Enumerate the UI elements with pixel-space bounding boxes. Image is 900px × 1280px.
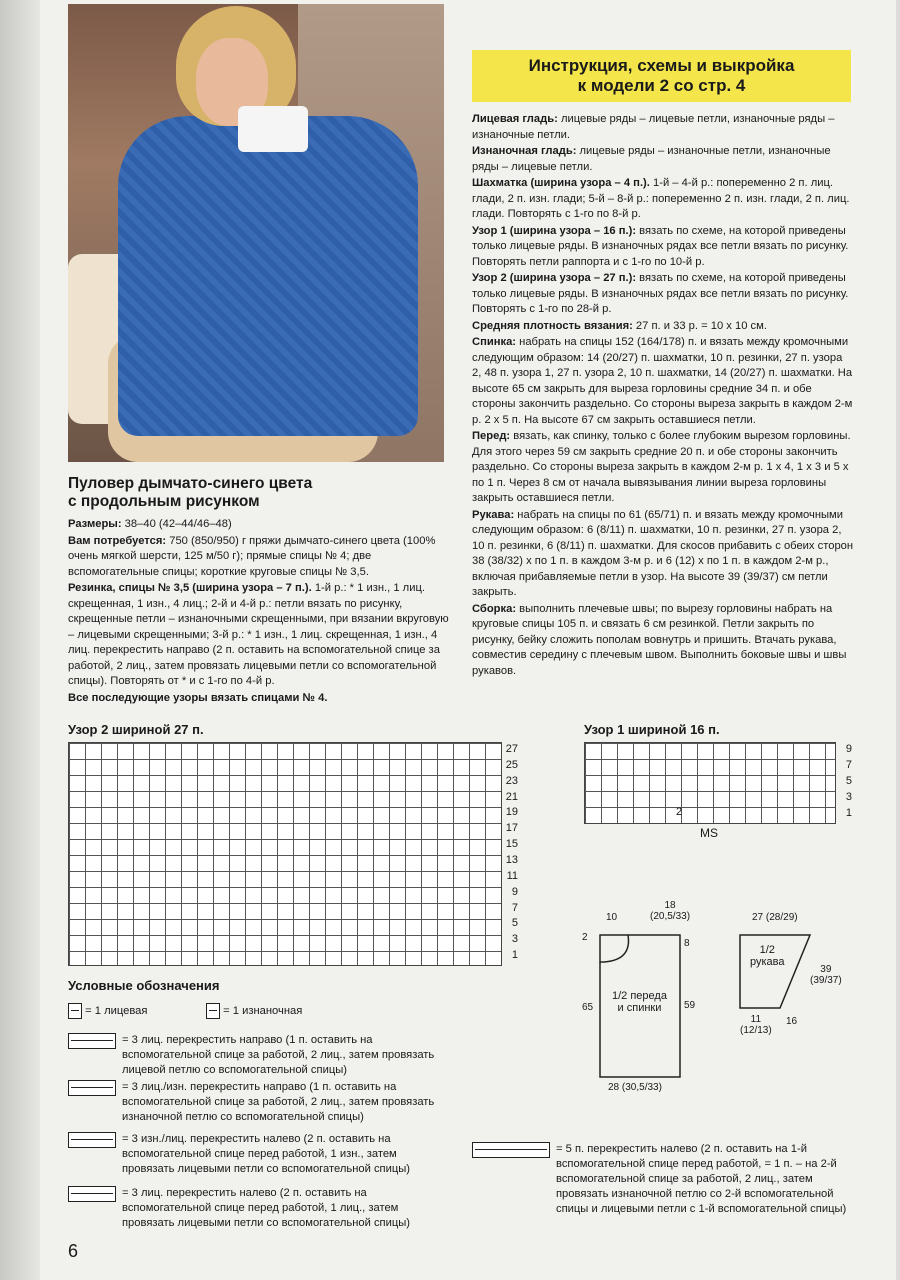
instr-term: Узор 1 (ширина узора – 16 п.): <box>472 224 637 237</box>
row-number: 5 <box>511 917 518 930</box>
cable-symbol <box>68 1080 116 1096</box>
schem-h-right: 59 <box>684 1000 696 1011</box>
row-number: 17 <box>505 822 518 835</box>
sleeve-bottom2: 16 <box>786 1016 798 1027</box>
instr-paragraph <box>472 144 854 175</box>
instr-term: Изнаночная гладь: <box>472 145 577 157</box>
schem-neck: 10 <box>606 912 618 923</box>
instructions-title: Инструкция, схемы и выкройка к модели 2 со стр. 4 <box>528 56 795 95</box>
sleeve-label: 1/2 рукава <box>750 944 785 968</box>
materials-paragraph <box>68 691 452 707</box>
row-number: 23 <box>505 774 518 787</box>
legend-item-text: = 3 лиц. перекрестить направо (1 п. оставить на вспомогательной спице за работой, 2 лиц., затем провязать лицевой петлю со вспомогательной спицы) <box>122 1034 435 1076</box>
legend-item <box>68 1132 452 1177</box>
sleeve-top: 27 (28/29) <box>752 912 798 923</box>
instr-paragraph <box>472 508 854 601</box>
row-number: 27 <box>505 742 518 755</box>
legend-item <box>68 1080 452 1125</box>
schem-top2: (20,5/33) <box>650 911 691 922</box>
instr-definition: набрать на спицы по 61 (65/71) п. и вязать между кромочными следующим образом: 6 (8/11) п. шахматки, 10 п. резинки, 27 п. узора 2, 10 п. резинки, 6 (8/11) п. шахматки. Для скосов прибавить с обеих сторон 38 (38/32) х по 1 п. в каждом 3-м р. и 6 (12) х по 1 п. в каждом 2-м р., включая прибавляемые петли в узор. На высоте 39 (39/37) см петли закрыть. <box>472 508 854 598</box>
model-photo <box>68 4 444 462</box>
materials-term: Резинка, спицы № 3,5 (ширина узора – 7 п.). <box>68 582 312 594</box>
schem-top-width <box>650 900 690 922</box>
legend-item-text: = 3 лиц./изн. перекрестить направо (1 п. оставить на вспомогательной спице за работой, 2 лиц., затем провязать изнаночной петлю со вспомогательной спицы) <box>122 1081 435 1123</box>
materials-paragraph <box>68 534 452 581</box>
schem-top1: 18 <box>664 900 676 911</box>
instr-paragraph <box>472 319 854 335</box>
instr-definition: выполнить плечевые швы; по вырезу горловины набрать на круговые спицы 105 п. и связать 6 см резинкой. Петли закрыть по рисунку, бейку сложить пополам вовнутрь и пришить. Втачать рукава, совместив середину с плечевым швом. Выполнить боковые швы и швы рукавов. <box>472 602 847 677</box>
materials-term: Размеры: <box>68 518 122 530</box>
materials-paragraph <box>68 581 452 690</box>
row-number: 3 <box>845 791 852 803</box>
instr-term: Спинка: <box>472 336 517 348</box>
page-number: 6 <box>68 1241 79 1261</box>
cable-symbol <box>68 1033 116 1049</box>
instr-paragraph <box>472 429 854 507</box>
instr-term: Узор 2 (ширина узора – 27 п.): <box>472 272 637 284</box>
chart1-rep-label: 2 <box>676 806 683 818</box>
schem-neck-depth: 2 <box>582 932 588 943</box>
materials-term: Все последующие узоры вязать спицами № 4. <box>68 691 328 704</box>
instr-definition: 1-й – 4-й р.: попеременно 2 п. лиц. глади, 2 п. изн. глади; 5-й – 8-й р.: попеременно 2 п. изн. глади, 2 п. лиц. глади. Повторять с 1-го по 8-й р. <box>472 177 850 220</box>
materials-definition: 38–40 (42–44/46–48) <box>121 518 232 530</box>
legend-purl-text: = 1 изнаночная <box>223 1004 303 1017</box>
purl-symbol <box>206 1003 220 1019</box>
schem-h-left: 65 <box>582 1002 594 1013</box>
cable-5-symbol <box>472 1142 550 1158</box>
instr-paragraph <box>472 602 854 680</box>
row-number: 1 <box>511 949 518 962</box>
instr-term: Шахматка (ширина узора – 4 п.). <box>472 177 650 189</box>
instr-paragraph <box>472 176 854 223</box>
row-number: 15 <box>505 838 518 851</box>
schem-bottom: 28 (30,5/33) <box>608 1082 662 1093</box>
chart2-grid <box>68 742 502 966</box>
row-number: 9 <box>845 743 852 755</box>
instr-definition: вязать по схеме, на которой приведены только лицевые ряды. В изнаночных рядах все петли вязать по рисунку. Повторять с 1-го по 28-й р. <box>472 272 849 315</box>
materials-definition: 750 (850/950) г пряжи дымчато-синего цвета (100% очень мягкой шерсти, 125 м/50 г); прямые спицы № 4; две вспомогательные спицы; короткие круговые спицы № 3,5. <box>68 534 436 578</box>
chart2-row-numbers <box>500 742 518 964</box>
chart1-title: Узор 1 шириной 16 п. <box>584 722 720 737</box>
knit-symbol <box>68 1003 82 1019</box>
instr-paragraph <box>472 271 854 318</box>
schem-label: 1/2 переда и спинки <box>612 990 667 1014</box>
cable-symbol <box>68 1186 116 1202</box>
chart1-row-numbers <box>834 742 852 822</box>
instr-definition: вязать по схеме, на которой приведены только лицевые ряды. В изнаночных рядах все петли вязать по рисунку. Повторять петли раппорта и с 1-го по 10-й р. <box>472 224 849 268</box>
materials-term: Вам потребуется: <box>68 534 167 547</box>
instructions-text <box>472 112 854 680</box>
instr-term: Средняя плотность вязания: <box>472 319 633 332</box>
legend-knit-text: = 1 лицевая <box>85 1004 148 1017</box>
page-spine <box>0 0 40 1280</box>
instr-definition: 27 п. и 33 р. = 10 х 10 см. <box>632 319 767 332</box>
chart2-title: Узор 2 шириной 27 п. <box>68 722 204 737</box>
legend-item-text: = 3 изн./лиц. перекрестить налево (2 п. оставить на вспомогательной спице перед работой, 1 изн., затем провязать лицевыми петли со вспомогательной спицы) <box>122 1133 411 1175</box>
row-number: 5 <box>845 775 852 787</box>
row-number: 3 <box>511 933 518 946</box>
legend-knit <box>68 1003 147 1019</box>
legend-item <box>68 1186 452 1231</box>
row-number: 7 <box>845 759 852 771</box>
instr-paragraph <box>472 335 854 428</box>
legend-item5-text: = 5 п. перекрестить налево (2 п. оставить на 1-й вспомогательной спице перед работой, = 1 п. – на 2-й вспомогательной спице за работой, 2 лиц., затем провязать изнаночной петлю со 2-й вспомогательной спицы и лицевыми петли с 1-й вспомогательной спицы) <box>556 1143 847 1215</box>
materials-text <box>68 517 452 707</box>
legend-item-5 <box>472 1142 852 1217</box>
sleeve-bottom1: 11 (12/13) <box>740 1014 772 1036</box>
model-heading: Пуловер дымчато-синего цвета с продольным рисунком <box>68 475 313 510</box>
instr-term: Перед: <box>472 430 511 442</box>
row-number: 11 <box>506 869 518 882</box>
instr-term: Сборка: <box>472 602 517 615</box>
instr-paragraph <box>472 112 854 143</box>
row-number: 21 <box>505 790 518 803</box>
legend-item-text: = 3 лиц. перекрестить налево (2 п. оставить на вспомогательной спице перед работой, 1 лиц., затем провязать лицевыми петли со вспомогательной спицы) <box>122 1187 411 1229</box>
row-number: 13 <box>505 853 518 866</box>
instr-definition: набрать на спицы 152 (164/178) п. и вязать между кромочными следующим образом: 14 (20/27) п. шахматки, 10 п. резинки, 27 п. узора 2, 48 п. узора 1, 27 п. узора 2, 10 п. шахматки, 14 (20/27) п. шахматки. На высоте 65 см закрыть для выреза горловины средние 34 п. и обе стороны закончить раздельно. Со стороны выреза закрыть в каждом 2-м р. 2 х 5 п. На высоте 67 см закрыть оставшиеся петли. <box>472 336 853 426</box>
sleeve-height: 39 (39/37) <box>810 964 842 986</box>
materials-definition: 1-й р.: * 1 изн., 1 лиц. скрещенная, 1 изн., 4 лиц.; 2-й и 4-й р.: петли вязать по рисунку, скрещенные петли – изнаночными скрещенными, при вязании вкруговую – лицевыми скрещенными; 3-й р.: * 1 изн., 1 лиц. скрещенная, 1 изн., 4 лиц. перекрестить направо (2 п. оставить на вспомогательной спице за работой, 2 лиц., затем провязать лицевыми петли со вспомогательной спицы). Повторять от * и с 1-го по 4-й р. <box>68 582 449 687</box>
instr-definition: вязать, как спинку, только с более глубоким вырезом горловины. Для этого через 59 см закрыть средние 20 п. и обе стороны закончить раздельно. Со стороны выреза закрыть в каждом 2-м р. 1 х 4, 1 х 3 и 5 х по 1 п. Через 8 см от начала вывязывания линии выреза горловины закрыть оставшиеся петли. <box>472 430 851 504</box>
materials-paragraph <box>68 517 452 533</box>
row-number: 9 <box>511 885 518 898</box>
chart1-ms-label: MS <box>700 826 718 840</box>
instr-paragraph <box>472 224 854 271</box>
chart1-grid <box>584 742 836 824</box>
instr-definition: лицевые ряды – лицевые петли, изнаночные ряды – изнаночные петли. <box>472 113 835 141</box>
instr-definition: лицевые ряды – изнаночные петли, изнаночные ряды – лицевые петли. <box>472 145 831 173</box>
instr-term: Рукава: <box>472 508 515 521</box>
instructions-title-box <box>472 50 851 102</box>
row-number: 19 <box>505 806 518 819</box>
row-number: 7 <box>511 901 518 914</box>
schem-side: 8 <box>684 938 690 949</box>
legend-purl <box>206 1003 302 1019</box>
instr-term: Лицевая гладь: <box>472 113 558 125</box>
legend-item <box>68 1033 452 1078</box>
row-number: 1 <box>845 807 852 819</box>
legend-title: Условные обозначения <box>68 978 220 993</box>
cable-symbol <box>68 1132 116 1148</box>
row-number: 25 <box>505 758 518 771</box>
